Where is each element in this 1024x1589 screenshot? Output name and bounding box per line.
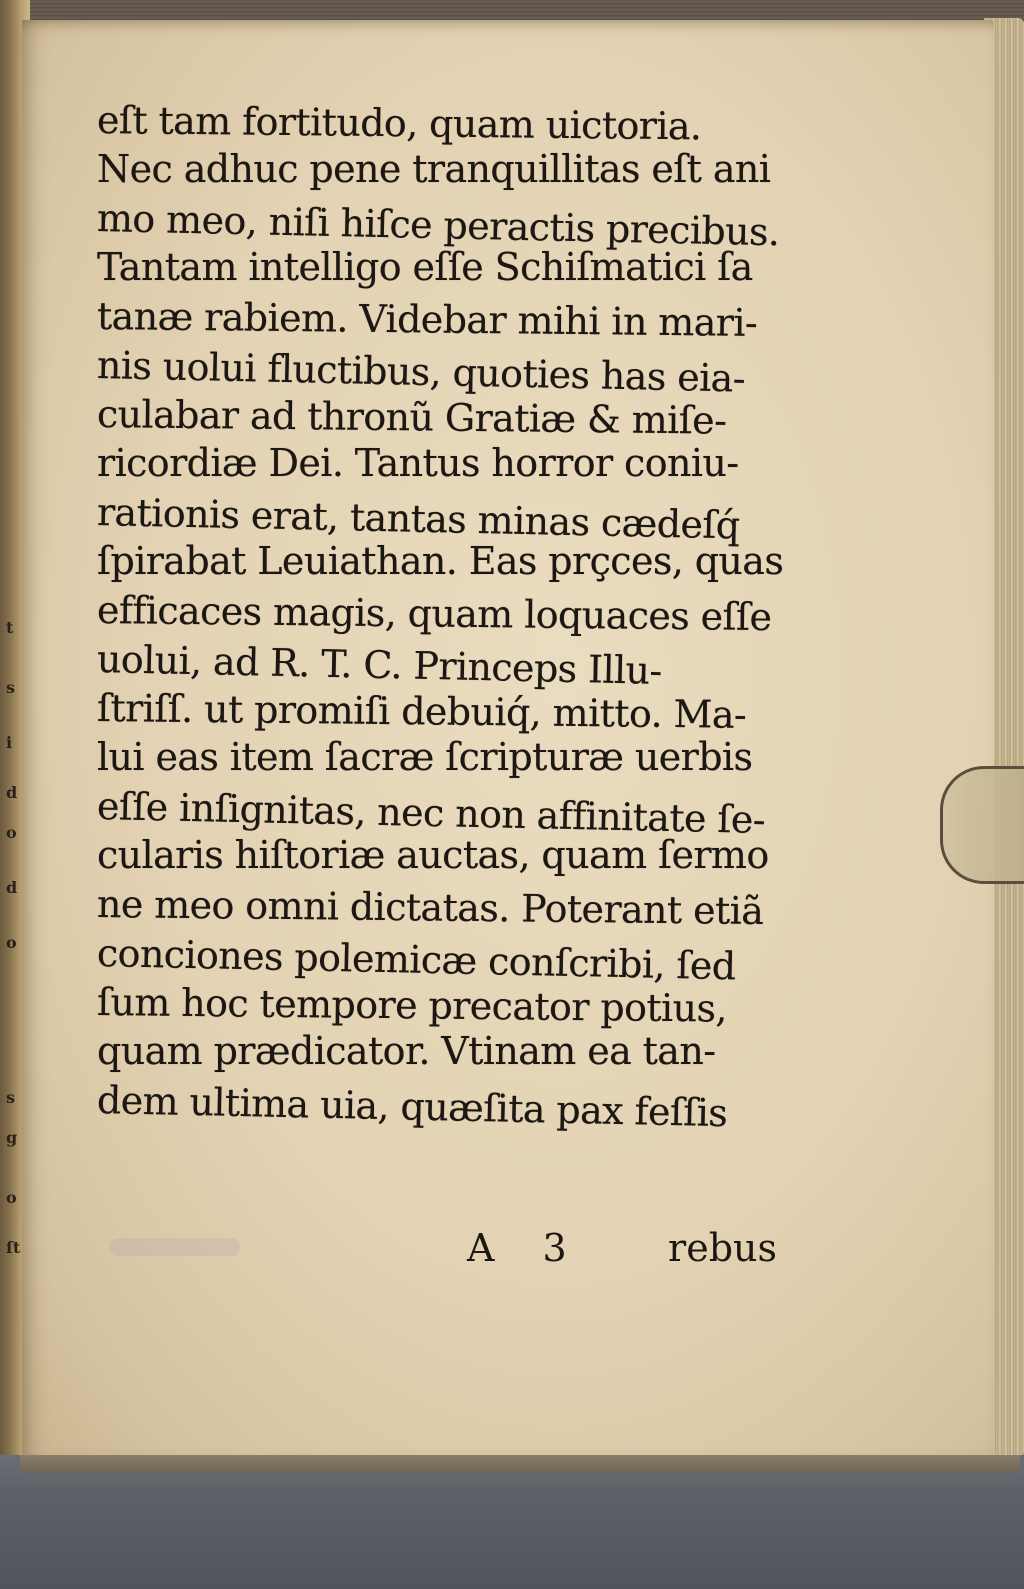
text-line: ne meo omni dictatas. Poterant etiã (96, 882, 764, 933)
text-line: tanæ rabiem. Videbar mihi in mari- (96, 294, 758, 345)
text-line: mo meo, niſi hiſce peractis precibus. (96, 196, 780, 255)
text-line: uolui, ad R. T. C. Princeps Illu- (96, 637, 663, 693)
text-line: rationis erat, tantas minas cædeſq́ (96, 490, 741, 548)
text-line: Tantam intelligo eſſe Schiſmatici ſa (97, 245, 753, 289)
facing-page-letter: i (6, 733, 13, 752)
facing-page-letter: o (6, 1188, 17, 1207)
facing-page-letter: d (6, 878, 18, 897)
facing-page-letter: s (6, 1088, 16, 1107)
text-line: lui eas item ſacræ ſcripturæ uerbis (97, 735, 753, 779)
catchword: rebus (668, 1226, 777, 1270)
facing-page-letter: g (6, 1128, 18, 1147)
facing-page-letter: o (6, 823, 17, 842)
text-line: ſtriſſ. ut promiſi debuiq́, mitto. Ma- (96, 686, 747, 737)
facing-page-letter: s (6, 678, 16, 697)
bottom-page-edge (20, 1455, 1020, 1473)
text-line: ſum hoc tempore precator potius, (96, 980, 728, 1031)
facing-page-letter: o (6, 933, 17, 952)
text-line: efficaces magis, quam loquaces eſſe (96, 588, 772, 640)
text-line: dem ultima uia, quæſita pax feſſis (96, 1078, 728, 1136)
book-clasp (940, 766, 1024, 884)
text-line: ricordiæ Dei. Tantus horror coniu- (97, 441, 739, 485)
facing-page-letter: t (6, 618, 14, 637)
facing-page-letter: d (6, 783, 18, 802)
catchline (97, 1226, 777, 1276)
facing-page-letter: ſt (6, 1238, 21, 1257)
text-line: eſt tam fortitudo, quam uictoria. (96, 98, 702, 149)
text-line: ſpirabat Leuiathan. Eas prçces, quas (97, 539, 784, 583)
text-line: conciones polemicæ conſcribi, ſed (96, 931, 736, 989)
text-line: nis uolui fluctibus, quoties has eia- (96, 343, 746, 401)
bottom-board (0, 1455, 1024, 1589)
text-line: quam prædicator. Vtinam ea tan- (97, 1029, 716, 1073)
text-line: culabar ad thronũ Gratiæ & miſe- (96, 392, 727, 443)
signature-mark: A 3 (467, 1226, 585, 1270)
text-line: Nec adhuc pene tranquillitas eſt ani (97, 147, 771, 191)
page-text-block (96, 96, 787, 1136)
text-line: eſſe inſignitas, nec non affinitate ſe- (96, 784, 766, 842)
text-line: cularis hiſtoriæ auctas, quam ſermo (97, 833, 769, 877)
